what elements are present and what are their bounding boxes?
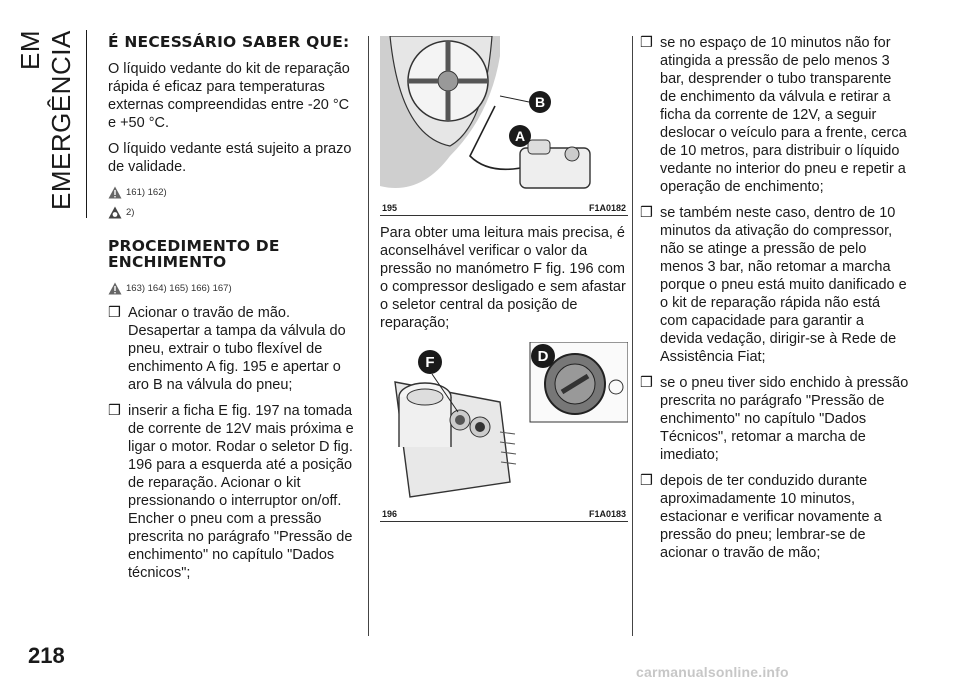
warning-icon xyxy=(108,186,122,199)
bullet-box-icon: ❒ xyxy=(640,375,653,391)
column-divider-2 xyxy=(632,36,633,636)
list-item xyxy=(640,374,910,464)
warning-refs-2 xyxy=(108,204,360,220)
section-tab: EM EMERGÊNCIA xyxy=(15,30,76,210)
caution-icon xyxy=(108,206,122,219)
warning-ref-text: 161) 162) xyxy=(126,186,167,198)
warning-refs-1 xyxy=(108,184,360,200)
figure-196 xyxy=(380,342,628,522)
caution-ref-text: 2) xyxy=(126,206,135,218)
list-item-text: depois de ter conduzido durante aproximadamente 10 minutos, estacionar e verificar novamente a pressão do pneu; lembrar-se de acionar o travão de mão; xyxy=(660,473,882,561)
list-item xyxy=(640,472,910,562)
bullet-box-icon: ❒ xyxy=(108,305,121,321)
label-b: B xyxy=(534,94,546,110)
warning-ref-text: 163) 164) 165) 166) 167) xyxy=(126,282,232,294)
label-d: D xyxy=(537,348,549,365)
heading-necessario-saber: É NECESSÁRIO SABER QUE: xyxy=(108,33,350,51)
column-3 xyxy=(640,34,910,570)
compressor-selector-illustration xyxy=(380,342,628,502)
heading-procedimento: PROCEDIMENTO DE ENCHIMENTO xyxy=(108,237,280,271)
figure-number: 196 xyxy=(382,509,398,519)
figure-number: 195 xyxy=(382,203,398,213)
list-item xyxy=(108,304,360,394)
bullet-box-icon: ❒ xyxy=(108,403,121,419)
list-item-text: se o pneu tiver sido enchido à pressão prescrita no parágrafo "Pressão de enchimento" no capítulo "Dados Técnicos", retomar a marcha de imediato; xyxy=(660,375,909,463)
figure-code: F1A0183 xyxy=(588,509,626,519)
bullet-box-icon: ❒ xyxy=(640,205,653,221)
list-item xyxy=(640,204,910,366)
figure-196-caption xyxy=(380,507,628,521)
column-2 xyxy=(380,36,628,530)
bullet-box-icon: ❒ xyxy=(640,35,653,51)
footer-watermark: carmanualsonline.info xyxy=(636,664,789,680)
list-item-text: se no espaço de 10 minutos não for atingida a pressão de pelo menos 3 bar, desprender o tubo transparente de enchimento da válvula e retirar a ficha da corrente de 12V, a seguir deslocar o veículo para a frente, cerca de 10 metros, para distribuir o líquido vedante no interior do pneu e repetir a operação de enchimento; xyxy=(660,35,907,195)
figure-195 xyxy=(380,36,628,216)
paragraph-validade: O líquido vedante está sujeito a prazo de validade. xyxy=(108,141,352,175)
paragraph-leitura: Para obter uma leitura mais precisa, é aconselhável verificar o valor da pressão no manómetro F fig. 196 com o compressor desligado e sem afastar o seletor central da posição de reparação; xyxy=(380,225,626,331)
section-tab-rule xyxy=(86,30,87,218)
list-item-text: inserir a ficha E fig. 197 na tomada de corrente de 12V mais próxima e ligar o motor. Rodar o seletor D fig. 196 para a esquerda até a posição de reparação. Acionar o kit pressionando o interruptor on/off. Encher o pneu com a pressão prescrita no parágrafo "Pressão de enchimento" no capítulo "Dados técnicos"; xyxy=(128,403,354,581)
page-number: 218 xyxy=(28,643,65,668)
list-item-text: se também neste caso, dentro de 10 minutos da ativação do compressor, não se atinge a pressão de pelo menos 3 bar, não retomar a marcha porque o pneu está muito danificado e o kit de reparação rápida não está com capacidade para garantir a devida vedação, dirigir-se à Rede de Assistência Fiat; xyxy=(660,205,907,365)
tyre-compressor-illustration xyxy=(380,36,628,196)
warning-refs-3 xyxy=(108,280,360,296)
warning-icon xyxy=(108,282,122,295)
label-f: F xyxy=(425,354,435,371)
figure-code: F1A0182 xyxy=(588,203,626,213)
figure-195-caption xyxy=(380,201,628,215)
list-item xyxy=(108,402,360,582)
bullet-box-icon: ❒ xyxy=(640,473,653,489)
paragraph-temperatura: O líquido vedante do kit de reparação rápida é eficaz para temperaturas externas compreendidas entre -20 °C e +50 °C. xyxy=(108,61,350,131)
list-item-text: Acionar o travão de mão. Desapertar a tampa da válvula do pneu, extrair o tubo flexível de enchimento A fig. 195 e apertar o aro B na válvula do pneu; xyxy=(128,305,346,393)
label-a: A xyxy=(514,128,526,144)
list-item xyxy=(640,34,910,196)
column-divider-1 xyxy=(368,36,369,636)
column-1 xyxy=(108,34,360,590)
